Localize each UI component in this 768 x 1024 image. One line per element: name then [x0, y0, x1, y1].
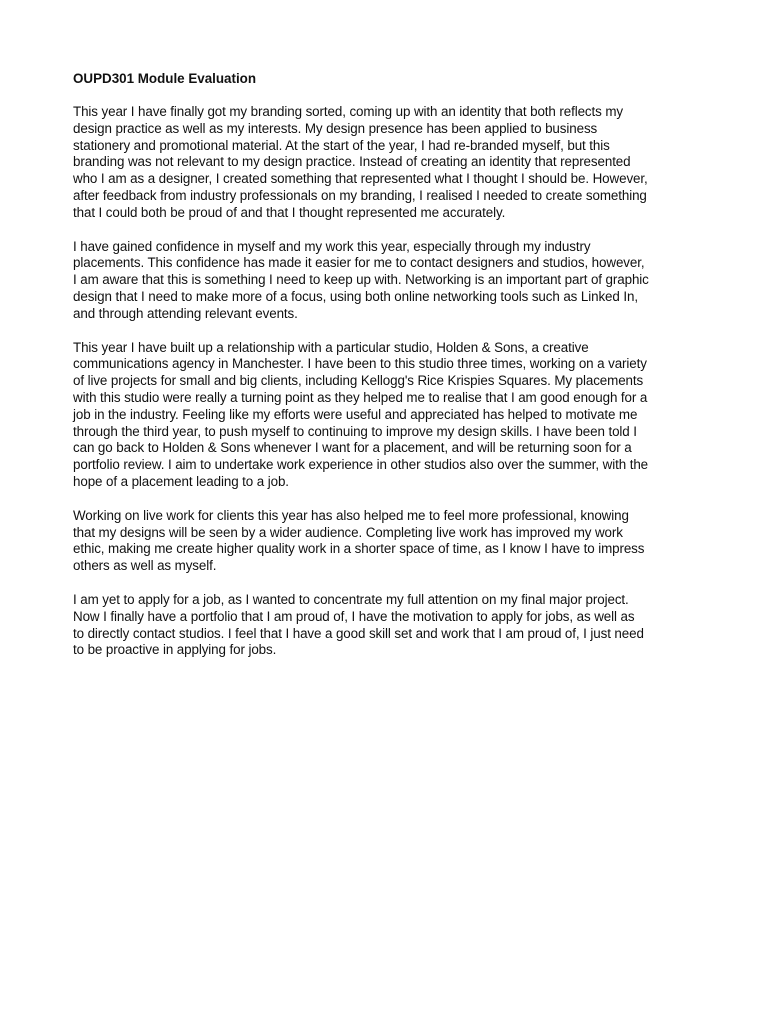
text-line: design that I need to make more of a focus, using both online networking tools such as Linked In, — [73, 288, 638, 304]
text-line: This year I have built up a relationship with a particular studio, Holden & Sons, a creative — [73, 339, 589, 355]
text-line: to directly contact studios. I feel that I have a good skill set and work that I am proud of, I just need — [73, 625, 644, 641]
document-title: OUPD301 Module Evaluation — [73, 71, 257, 86]
paragraph-branding — [73, 104, 699, 222]
text-line: I am yet to apply for a job, as I wanted to concentrate my full attention on my final major project. — [73, 591, 629, 607]
text-line: to be proactive in applying for jobs. — [73, 642, 277, 658]
paragraph-confidence — [73, 239, 699, 323]
text-line: can go back to Holden & Sons whenever I want for a placement, and will be returning soon for a — [73, 440, 632, 456]
text-line: hope of a placement leading to a job. — [73, 473, 289, 489]
text-line: Now I finally have a portfolio that I am proud of, I have the motivation to apply for jobs, as well as — [73, 608, 635, 624]
text-line: of live projects for small and big clients, including Kellogg's Rice Krispies Squares. My placements — [73, 373, 644, 389]
text-line: Working on live work for clients this year has also helped me to feel more professional, knowing — [73, 507, 629, 523]
document-page — [73, 70, 699, 676]
text-line: I have gained confidence in myself and my work this year, especially through my industry — [73, 238, 591, 254]
paragraph-live-work — [73, 508, 699, 575]
text-line: who I am as a designer, I created something that represented what I thought I should be. However, — [73, 171, 648, 187]
text-line: communications agency in Manchester. I have been to this studio three times, working on a variety — [73, 356, 647, 372]
text-line: placements. This confidence has made it easier for me to contact designers and studios, however, — [73, 255, 645, 271]
text-line: that I could both be proud of and that I thought represented me accurately. — [73, 204, 506, 220]
text-line: through the third year, to push myself to continuing to improve my design skills. I have been told I — [73, 423, 637, 439]
text-line: others as well as myself. — [73, 558, 217, 574]
text-line: and through attending relevant events. — [73, 305, 298, 321]
paragraph-studio-relationship — [73, 340, 699, 491]
text-line: ethic, making me create higher quality work in a shorter space of time, as I know I have to impress — [73, 541, 645, 557]
text-line: stationery and promotional material. At the start of the year, I had re-branded myself, but this — [73, 137, 610, 153]
text-line: This year I have finally got my branding sorted, coming up with an identity that both reflects my — [73, 104, 624, 119]
text-line: after feedback from industry professionals on my branding, I realised I needed to create something — [73, 187, 647, 203]
text-line: portfolio review. I aim to undertake work experience in other studios also over the summer, with the — [73, 457, 649, 473]
text-line: I am aware that this is something I need to keep up with. Networking is an important part of graphic — [73, 272, 649, 288]
text-line: design practice as well as my interests. My design presence has been applied to business — [73, 120, 598, 136]
text-line: branding was not relevant to my design practice. Instead of creating an identity that represented — [73, 154, 631, 170]
paragraph-job-application — [73, 592, 699, 659]
text-line: with this studio were really a turning point as they helped me to realise that I am good enough for a — [73, 389, 648, 405]
text-line: job in the industry. Feeling like my efforts were useful and appreciated has helped to motivate me — [73, 406, 638, 422]
text-line: that my designs will be seen by a wider audience. Completing live work has improved my work — [73, 524, 623, 540]
